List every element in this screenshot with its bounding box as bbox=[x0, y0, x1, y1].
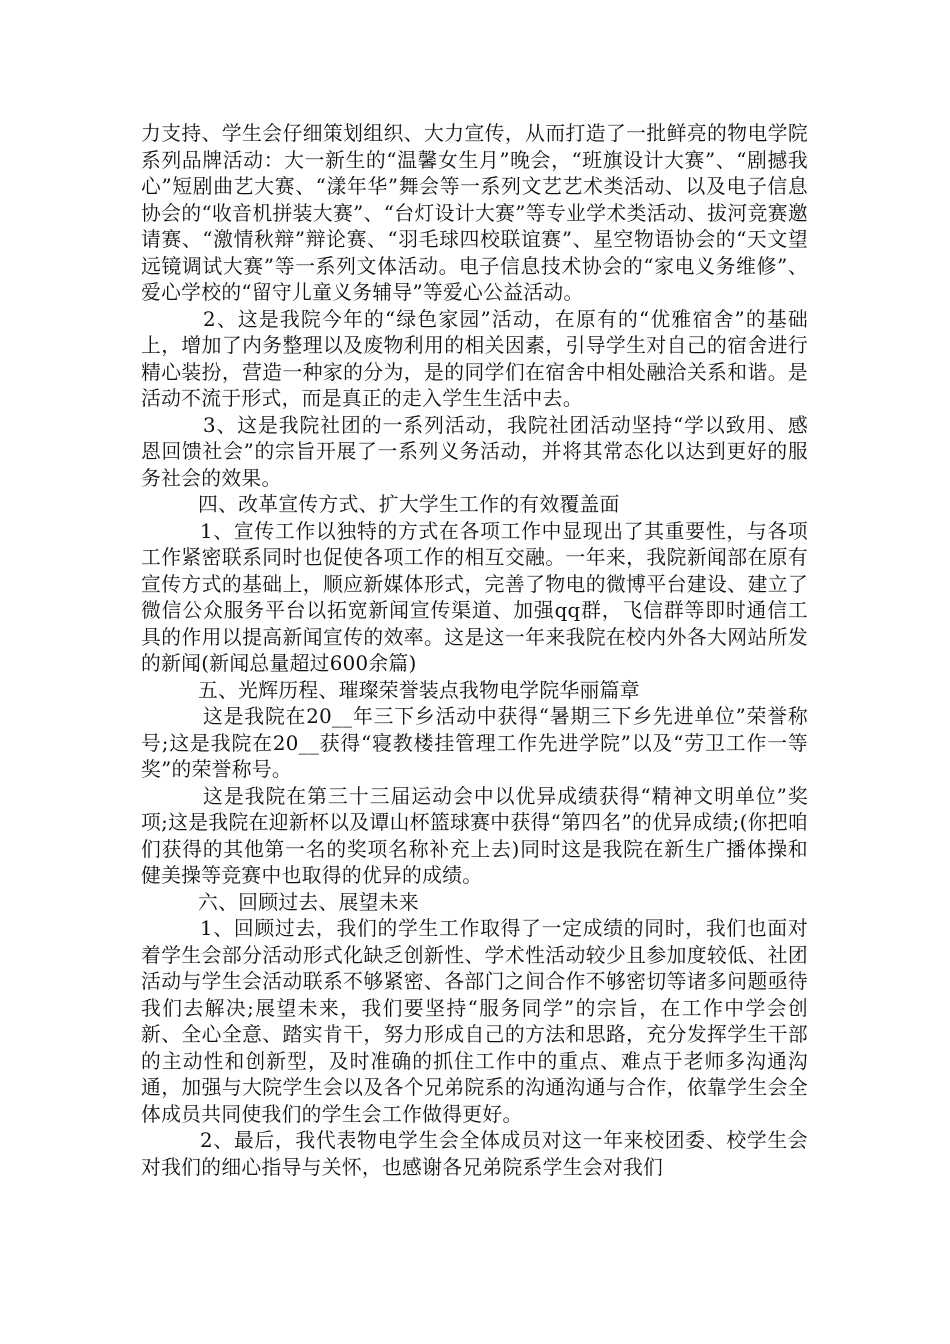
paragraph-honors-sports: 这是我院在第三十三届运动会中以优异成绩获得“精神文明单位”奖项;这是我院在迎新杯以及谭山杯篮球赛中获得“第四名”的优异成绩;(你把咱们获得的其他第一名的奖项名称补充上去)同时这是我院在新生广播体操和健美操等竞赛中也取得的优异的成绩。 bbox=[141, 784, 808, 887]
paragraph-green-home: 2、这是我院今年的“绿色家园”活动，在原有的“优雅宿舍”的基础上，增加了内务整理以及废物利用的相关因素，引导学生对自己的宿舍进行精心装扮，营造一种家的分为，是的同学们在宿舍中相处融洽关系和谐。是活动不流于形式，而是真正的走入学生生活中去。 bbox=[141, 307, 808, 410]
paragraph-brand-activities: 力支持、学生会仔细策划组织、大力宣传，从而打造了一批鲜亮的物电学院系列品牌活动：大一新生的“温馨女生月”晚会，“班旗设计大赛”、“剧撼我心”短剧曲艺大赛、“漾年华”舞会等一系列文艺艺术类活动、以及电子信息协会的“收音机拼装大赛”、“台灯设计大赛”等专业学术类活动、拔河竞赛邀请赛、“激情秋辩”辩论赛、“羽毛球四校联谊赛”、星空物语协会的“天文望远镜调试大赛”等一系列文体活动。电子信息技术协会的“家电义务维修”、爱心学校的“留守儿童义务辅导”等爱心公益活动。 bbox=[141, 122, 808, 304]
paragraph-club-activities: 3、这是我院社团的一系列活动，我院社团活动坚持“学以致用、感恩回馈社会”的宗旨开展了一系列义务活动，并将其常态化以达到更好的服务社会的效果。 bbox=[141, 413, 808, 490]
paragraph-honors-rural: 这是我院在20__年三下乡活动中获得“暑期三下乡先进单位”荣誉称号;这是我院在20__获得“寝教楼挂管理工作先进学院”以及“劳卫工作一等奖”的荣誉称号。 bbox=[141, 705, 808, 781]
paragraph-review-future: 1、回顾过去，我们的学生工作取得了一定成绩的同时，我们也面对着学生会部分活动形式化缺乏创新性、学术性活动较少且参加度较低、社团活动与学生会活动联系不够紧密、各部门之间合作不够密切等诸多问题亟待我们去解决;展望未来，我们要坚持“服务同学”的宗旨，在工作中学会创新、全心全意、踏实肯干，努力形成自己的方法和思路，充分发挥学生干部的主动性和创新型，及时准确的抓住工作中的重点、难点于老师多沟通沟通，加强与大院学生会以及各个兄弟院系的沟通沟通与合作，依靠学生会全体成员共同使我们的学生会工作做得更好。 bbox=[141, 917, 808, 1126]
paragraph-thanks: 2、最后，我代表物电学生会全体成员对这一年来校团委、校学生会对我们的细心指导与关怀，也感谢各兄弟院系学生会对我们 bbox=[141, 1129, 808, 1179]
paragraph-publicity-work: 1、宣传工作以独特的方式在各项工作中显现出了其重要性，与各项工作紧密联系同时也促使各项工作的相互交融。一年来，我院新闻部在原有宣传方式的基础上，顺应新媒体形式，完善了物电的微博平台建设、建立了微信公众服务平台以拓宽新闻宣传渠道、加强qq群，飞信群等即时通信工具的作用以提高新闻宣传的效率。这是这一年来我院在校内外各大网站所发的新闻(新闻总量超过600余篇) bbox=[141, 519, 808, 675]
section-heading-publicity: 四、改革宣传方式、扩大学生工作的有效覆盖面 bbox=[198, 493, 620, 516]
section-heading-honors: 五、光辉历程、璀璨荣誉装点我物电学院华丽篇章 bbox=[198, 678, 640, 702]
document-body bbox=[141, 121, 808, 1181]
section-heading-review: 六、回顾过去、展望未来 bbox=[198, 890, 419, 914]
